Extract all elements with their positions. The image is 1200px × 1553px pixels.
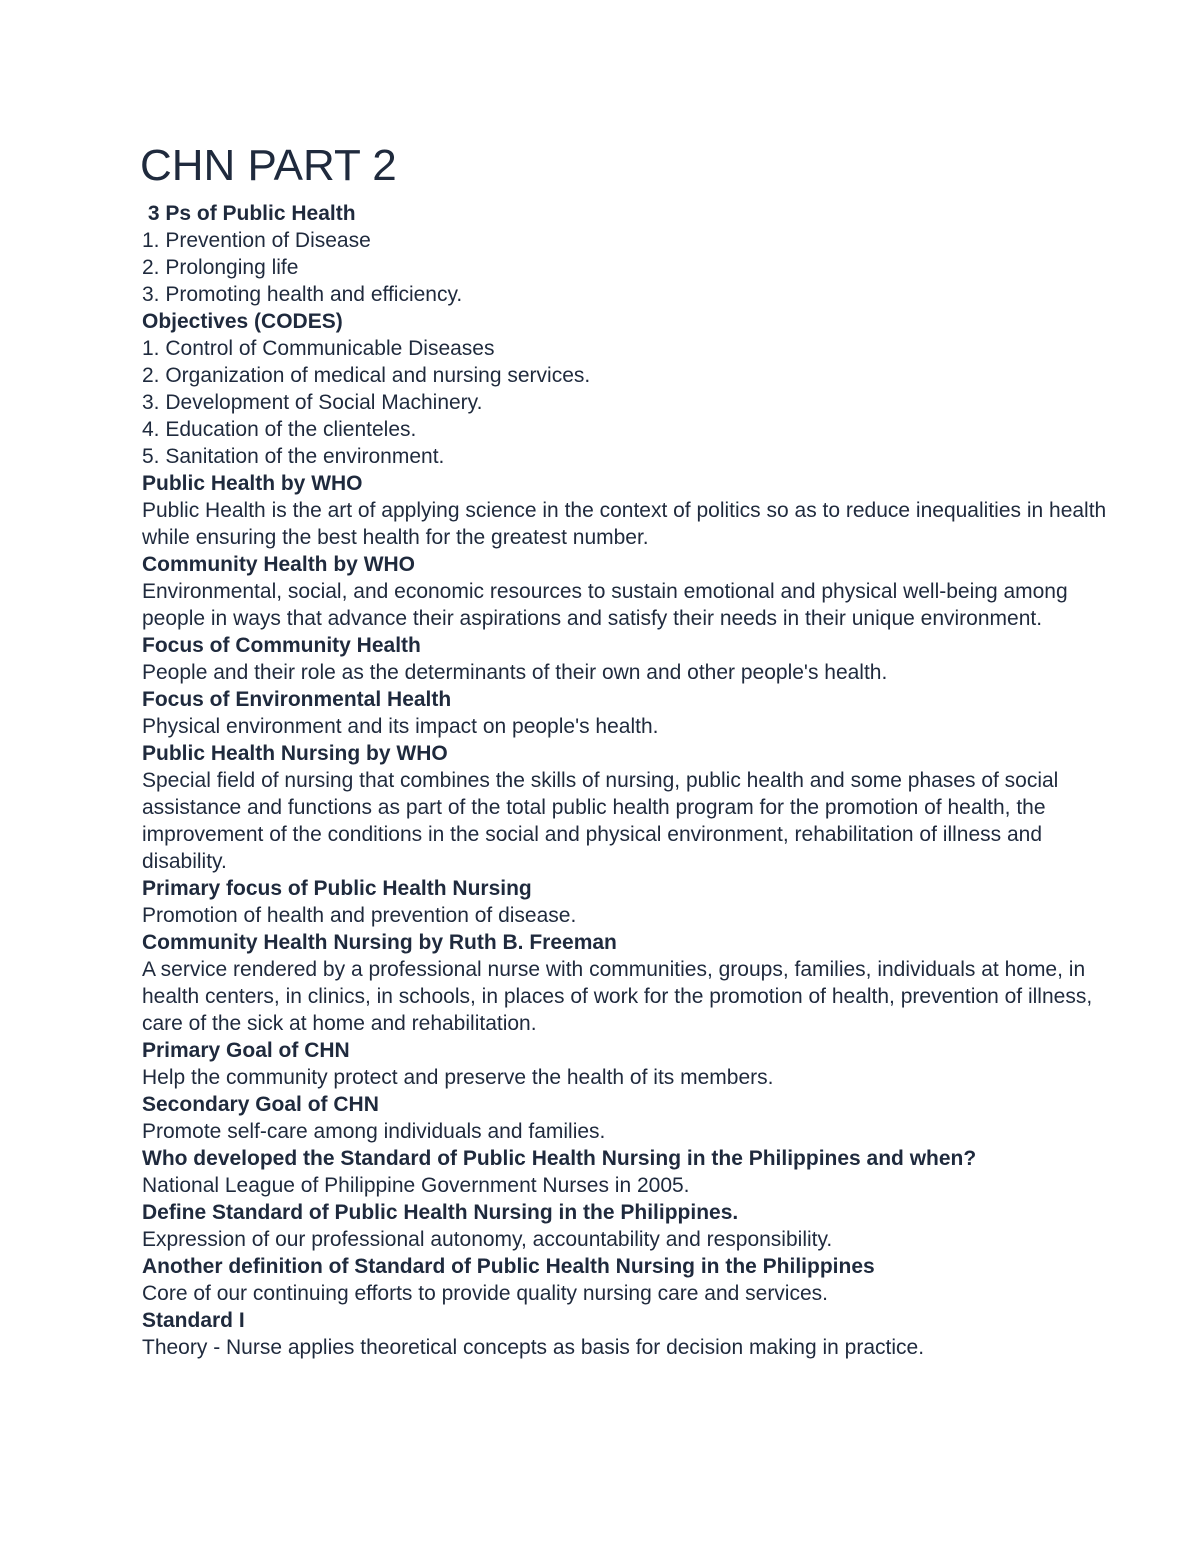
list-item: 4. Education of the clienteles. [142,418,417,441]
section-heading: Define Standard of Public Health Nursing in the Philippines. [142,1201,739,1224]
section-heading: Another definition of Standard of Public Health Nursing in the Philippines [142,1255,875,1278]
section-heading: Public Health by WHO [142,472,363,495]
document-page [142,140,1122,1361]
section-body: Help the community protect and preserve the health of its members. [142,1066,774,1089]
section-heading: Primary focus of Public Health Nursing [142,877,532,900]
section-body: People and their role as the determinants of their own and other people's health. [142,661,888,684]
section-body: National League of Philippine Government Nurses in 2005. [142,1174,690,1197]
heading-objectives: Objectives (CODES) [142,310,343,333]
section-heading: Public Health Nursing by WHO [142,742,448,765]
section-heading: Focus of Community Health [142,634,421,657]
list-item: 2. Organization of medical and nursing services. [142,364,591,387]
section-body: Public Health is the art of applying science in the context of politics so as to reduce inequalities in health while ensuring the best health for the greatest number. [142,499,1107,549]
section-body: Environmental, social, and economic resources to sustain emotional and physical well-being among people in ways that advance their aspirations and satisfy their needs in their unique environment. [142,580,1068,630]
section-body: Core of our continuing efforts to provide quality nursing care and services. [142,1282,828,1305]
section-body: A service rendered by a professional nurse with communities, groups, families, individuals at home, in health centers, in clinics, in schools, in places of work for the promotion of health, prevention of illness, care of the sick at home and rehabilitation. [142,958,1093,1035]
section-body: Special field of nursing that combines the skills of nursing, public health and some phases of social assistance and functions as part of the total public health program for the promotion of health, the improvement of the conditions in the social and physical environment, rehabilitation of illness and disability. [142,769,1059,873]
heading-3ps: 3 Ps of Public Health [142,202,356,225]
section-body: Promote self-care among individuals and families. [142,1120,606,1143]
section-body: Expression of our professional autonomy, accountability and responsibility. [142,1228,833,1251]
list-item: 3. Promoting health and efficiency. [142,283,463,306]
section-heading: Community Health by WHO [142,553,416,576]
section-body: Theory - Nurse applies theoretical concepts as basis for decision making in practice. [142,1336,925,1359]
section-heading: Community Health Nursing by Ruth B. Freeman [142,931,617,954]
section-heading: Primary Goal of CHN [142,1039,350,1062]
list-item: 3. Development of Social Machinery. [142,391,483,414]
section-heading: Who developed the Standard of Public Health Nursing in the Philippines and when? [142,1147,977,1170]
list-item: 5. Sanitation of the environment. [142,445,445,468]
section-heading: Focus of Environmental Health [142,688,452,711]
list-item: 2. Prolonging life [142,256,299,279]
list-item: 1. Prevention of Disease [142,229,371,252]
list-item: 1. Control of Communicable Diseases [142,337,495,360]
section-heading: Standard I [142,1309,245,1332]
document-title: CHN PART 2 [140,141,397,190]
section-body: Promotion of health and prevention of disease. [142,904,577,927]
section-heading: Secondary Goal of CHN [142,1093,379,1116]
section-body: Physical environment and its impact on people's health. [142,715,659,738]
